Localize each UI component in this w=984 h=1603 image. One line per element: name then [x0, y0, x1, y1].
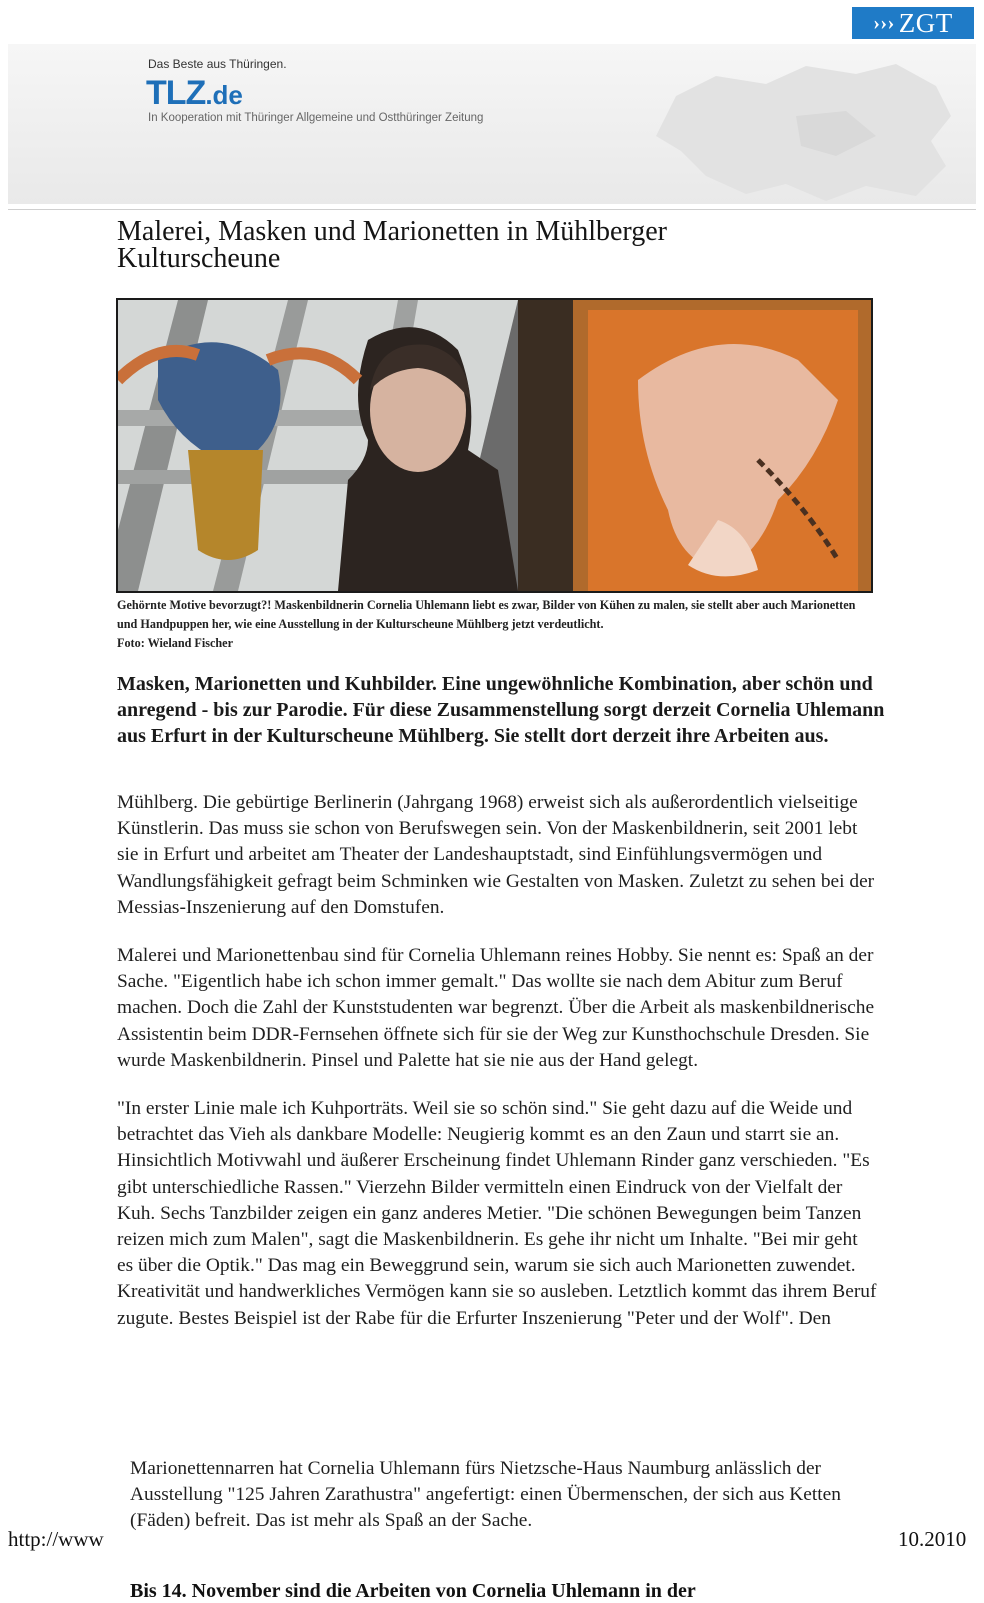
photo-credit: Foto: Wieland Fischer: [117, 636, 234, 650]
zgt-badge[interactable]: [852, 7, 974, 39]
article-body: [117, 790, 877, 1340]
footer-url[interactable]: http://www: [8, 1527, 104, 1551]
logo-main: TLZ: [146, 74, 206, 112]
paragraph-3: "In erster Linie male ich Kuhporträts. Weil sie so schön sind." Sie geht dazu auf die Weide und betrachtet das Vieh als dankbare Modelle: Neugierig kommt es an den Zaun und starrt sie an. Hinsichtlich Motivwahl und äußerer Erscheinung findet Uhlemann Rinder ganz verschieden. "Es gibt unterschiedliche Rassen." Vierzehn Bilder vermitteln einen Eindruck von der Vielfalt der Kuh. Sechs Tanzbilder zeigen ein ganz anderes Metier. "Die schönen Bewegungen beim Tanzen reizen mich zum Malen", sagt die Maskenbildnerin. Es gehe ihr nicht um Inhalte. "Bei mir geht es über die Optik." Das mag ein Beweggrund sein, warum sie sich auch Marionetten zuwendet. Kreativität und handwerkliches Vermögen kann sie so ausleben. Letztlich kommt das ihrem Beruf zugute. Bestes Beispiel ist der Rabe für die Erfurter Inszenierung "Peter und der Wolf". Den: [117, 1098, 877, 1329]
tlz-logo[interactable]: [146, 73, 243, 115]
chevrons-icon: ›››: [873, 12, 895, 34]
header-divider: [8, 209, 976, 210]
cooperation-note: In Kooperation mit Thüringer Allgemeine und Ostthüringer Zeitung: [148, 112, 484, 124]
article-lead: Masken, Marionetten und Kuhbilder. Eine ungewöhnliche Kombination, aber schön und anregend - bis zur Parodie. Für diese Zusammenstellung sorgt derzeit Cornelia Uhlemann aus Erfurt in der Kulturscheune Mühlberg. Sie stellt dort derzeit ihre Arbeiten aus.: [117, 673, 885, 747]
closing-line: Bis 14. November sind die Arbeiten von Cornelia Uhlemann in der: [130, 1580, 696, 1602]
paragraph-1: Mühlberg. Die gebürtige Berlinerin (Jahrgang 1968) erweist sich als außerordentlich vielseitige Künstlerin. Das muss sie schon von Berufswegen sein. Von der Maskenbildnerin, seit 2001 lebt sie in Erfurt und arbeitet am Theater der Landeshauptstadt, sind Einfühlungsvermögen und Wandlungsfähigkeit gefragt beim Schminken wie Gestalten von Masken. Zuletzt zu sehen bei der Messias-Inszenierung auf den Domstufen.: [117, 792, 875, 918]
article-title: Malerei, Masken und Marionetten in Mühlberger Kulturscheune: [117, 216, 668, 274]
footer-date: 10.2010: [898, 1527, 967, 1551]
zgt-label: ZGT: [898, 8, 953, 38]
article-photo: [116, 298, 873, 593]
caption-text: Gehörnte Motive bevorzugt?! Maskenbildnerin Cornelia Uhlemann liebt es zwar, Bilder von Kühen zu malen, sie stellt aber auch Marionetten und Handpuppen her, wie eine Ausstellung in der Kulturscheune Mühlberg jetzt verdeutlicht.: [117, 598, 856, 631]
paragraph-4: Marionettennarren hat Cornelia Uhlemann fürs Nietzsche-Haus Naumburg anlässlich der Ausstellung "125 Jahren Zarathustra" angefertigt: einen Übermenschen, der sich aus Ketten (Fäden) befreit. Das ist mehr als Spaß an der Sache.: [130, 1458, 841, 1531]
photo-caption: [117, 596, 877, 653]
logo-domain: .de: [205, 80, 243, 110]
site-header: [8, 44, 976, 204]
thuringia-map-icon: [636, 56, 966, 204]
paragraph-2: Malerei und Marionettenbau sind für Cornelia Uhlemann reines Hobby. Sie nennt es: Spaß an der Sache. "Eigentlich habe ich schon immer gemalt." Das wollte sie nach dem Abitur zum Beruf machen. Doch die Zahl der Kunststudenten war begrenzt. Über die Arbeit als maskenbildnerische Assistentin beim DDR-Fernsehen öffnete sich für sie der Weg zur Kunsthochschule Dresden. Sie wurde Maskenbildnerin. Pinsel und Palette hat sie nie aus der Hand gelegt.: [117, 945, 875, 1071]
tagline: Das Beste aus Thüringen.: [148, 57, 287, 71]
